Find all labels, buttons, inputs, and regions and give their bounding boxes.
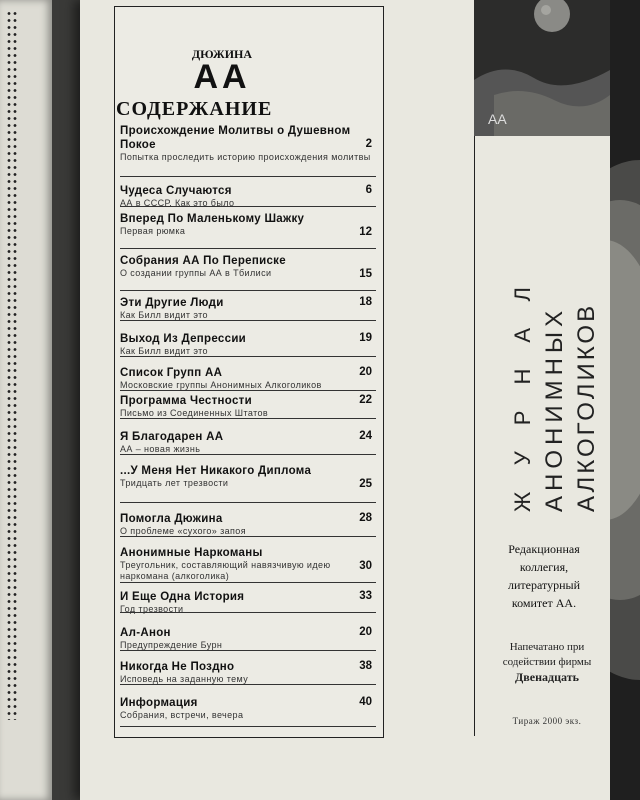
toc-entry	[120, 184, 376, 207]
dyuzhina-logo	[172, 38, 272, 90]
toc-entry-subtitle: Письмо из Соединенных Штатов	[120, 408, 269, 418]
toc-entry	[120, 590, 376, 613]
magazine-line-3: АЛКОГОЛИКОВ	[573, 302, 600, 512]
toc-entry-title: Никогда Не Поздно	[120, 661, 235, 673]
printed-firm: Двенадцать	[515, 670, 579, 684]
toc-entry-subtitle: Треугольник, составляющий навязчивую идею наркомана (алкоголика)	[120, 560, 331, 581]
toc-entry-title: И Еще Одна История	[120, 591, 245, 603]
toc-entry-subtitle: Год трезвости	[120, 604, 184, 614]
toc-entry	[120, 660, 376, 685]
toc-entry-title: Помогла Дюжина	[120, 513, 223, 525]
magazine-line-1: ЖУРНАЛ	[510, 261, 535, 512]
toc-entry-title: Я Благодарен АА	[120, 431, 224, 443]
toc-entry-subtitle: Попытка проследить историю происхождения молитвы	[120, 152, 371, 162]
toc-entry	[120, 512, 376, 537]
logo-text: ДЮЖИНА	[191, 47, 253, 61]
toc-entry	[120, 626, 376, 651]
toc-entry-page: 12	[359, 226, 372, 238]
toc-entry-page: 18	[359, 296, 372, 308]
toc-entry-page: 25	[359, 478, 372, 490]
toc-entry-title: Выход Из Депрессии	[120, 333, 247, 345]
left-page-edge	[0, 0, 52, 800]
toc-title: СОДЕРЖАНИЕ	[116, 98, 273, 120]
magazine-page	[80, 0, 640, 800]
printed-line-2: содействии фирмы	[502, 656, 592, 668]
toc-entry-title: Список Групп АА	[120, 367, 223, 379]
toc-entry-page: 19	[359, 332, 372, 344]
toc-entry	[120, 696, 376, 727]
toc-entry-title: Программа Честности	[120, 395, 252, 407]
toc-entry-title: Ал-Анон	[120, 627, 171, 639]
toc-entry-page: 38	[359, 660, 372, 672]
toc-entry	[120, 394, 376, 419]
toc-entry-page: 6	[365, 184, 372, 196]
credits-line-3: литературный	[508, 578, 580, 592]
toc-entry-title: Эти Другие Люди	[120, 297, 224, 309]
toc-entry-subtitle: Первая рюмка	[120, 226, 186, 236]
credits-line-1: Редакционная	[508, 542, 580, 556]
toc-entry	[120, 296, 376, 321]
toc-entry-title: Чудеса Случаются	[120, 185, 232, 197]
editorial-credits	[476, 540, 612, 612]
toc-entry	[120, 332, 376, 357]
toc-entry-title: Анонимные Наркоманы	[120, 547, 263, 559]
toc-entry-subtitle: Как Билл видит это	[120, 310, 208, 320]
toc-entry-title: ...У Меня Нет Никакого Диплома	[120, 465, 312, 477]
toc-entry-title: Вперед По Маленькому Шажку	[120, 213, 305, 225]
toc-entry-page: 33	[359, 590, 372, 602]
toc-entry	[120, 124, 376, 177]
toc-entry-page: 20	[359, 626, 372, 638]
toc-entry-page: 40	[359, 696, 372, 708]
toc-entry	[120, 546, 376, 583]
toc-entry-page: 30	[359, 560, 372, 572]
cover-strip	[610, 0, 640, 800]
toc-entry	[120, 212, 376, 249]
toc-entry	[120, 254, 376, 291]
toc-entry-subtitle: О создании группы АА в Тбилиси	[120, 268, 272, 278]
cover-label: АА	[488, 111, 507, 127]
toc-entry	[120, 430, 376, 455]
toc-entry-subtitle: АА в СССР. Как это было	[120, 198, 235, 208]
toc-entry-subtitle: Как Билл видит это	[120, 346, 208, 356]
logo-brand: АА	[193, 58, 251, 90]
toc-entry-title: Собрания АА По Переписке	[120, 255, 286, 267]
toc-entry-page: 22	[359, 394, 372, 406]
toc-entry-page: 24	[359, 430, 372, 442]
toc-entry	[120, 366, 376, 391]
toc-entry-subtitle: О проблеме «сухого» запоя	[120, 526, 246, 536]
print-run: Тираж 2000 экз.	[512, 716, 582, 726]
toc-entry-title: Происхождение Молитвы о Душевном Покое	[120, 125, 351, 151]
toc-entry-subtitle: Исповедь на заданную тему	[120, 674, 249, 684]
magazine-vertical-title	[492, 150, 602, 520]
toc-entry-title: Информация	[120, 697, 198, 709]
toc-entry-page: 20	[359, 366, 372, 378]
toc-entry-page: 15	[359, 268, 372, 280]
toc-entry-subtitle: Собрания, встречи, вечера	[120, 710, 244, 720]
toc-entry-subtitle: Московские группы Анонимных Алкоголиков	[120, 380, 322, 390]
printed-line-1: Напечатано при	[509, 641, 585, 653]
toc-entry-subtitle: Предупреждение Бурн	[120, 640, 223, 650]
toc-entry-page: 2	[365, 138, 372, 150]
magazine-line-2: АНОНИМНЫХ	[541, 305, 568, 512]
cover-art	[474, 0, 610, 136]
toc-entry-subtitle: АА – новая жизнь	[120, 444, 201, 454]
credits-line-2: коллегия,	[519, 560, 569, 574]
toc-entry-page: 28	[359, 512, 372, 524]
credits-line-4: комитет АА.	[511, 596, 577, 610]
printed-info	[480, 640, 614, 685]
perforation-dots	[6, 10, 18, 720]
toc-entry-subtitle: Тридцать лет трезвости	[120, 478, 229, 488]
toc-entry	[120, 464, 376, 503]
